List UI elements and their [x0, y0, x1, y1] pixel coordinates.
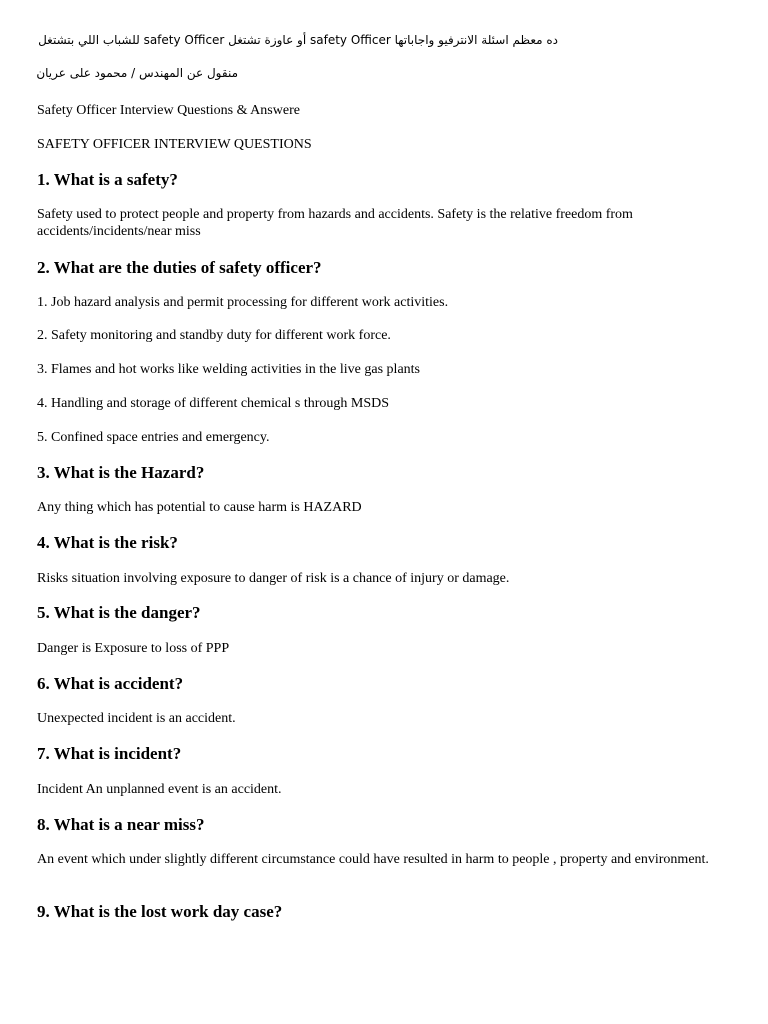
- duty-item: 2. Safety monitoring and standby duty for different work force.: [37, 328, 391, 343]
- duty-item: 5. Confined space entries and emergency.: [37, 430, 270, 445]
- question-heading: 4. What is the risk?: [37, 533, 178, 552]
- answer-paragraph: An event which under slightly different circumstance could have resulted in harm to people , property and environment.: [37, 852, 709, 867]
- answer-paragraph: Unexpected incident is an accident.: [37, 711, 236, 726]
- answer-paragraph: Incident An unplanned event is an accident.: [37, 782, 282, 797]
- question-heading: 2. What are the duties of safety officer?: [37, 258, 322, 277]
- question-heading: 9. What is the lost work day case?: [37, 902, 283, 921]
- question-heading: 1. What is a safety?: [37, 170, 178, 189]
- question-heading: 3. What is the Hazard?: [37, 463, 205, 482]
- arabic-credit-line: منقول عن المهندس / محمود على عريان: [36, 66, 238, 80]
- answer-paragraph: Danger is Exposure to loss of PPP: [37, 641, 230, 656]
- question-heading: 6. What is accident?: [37, 674, 184, 693]
- question-heading: 8. What is a near miss?: [37, 815, 205, 834]
- answer-paragraph: Safety used to protect people and property from hazards and accidents. Safety is the relative freedom from accidents/incidents/near miss: [37, 207, 633, 239]
- arabic-intro-line: ده معظم اسئلة الانترفيو واجاباتها safety Officer أو عاوزة تشتغل safety Officer للشباب اللي بتشتغل: [38, 33, 558, 47]
- duty-item: 1. Job hazard analysis and permit processing for different work activities.: [37, 295, 449, 310]
- duty-item: 3. Flames and hot works like welding activities in the live gas plants: [37, 362, 420, 377]
- document-subtitle: SAFETY OFFICER INTERVIEW QUESTIONS: [37, 137, 312, 152]
- question-heading: 5. What is the danger?: [37, 603, 201, 622]
- question-heading: 7. What is incident?: [37, 744, 182, 763]
- answer-paragraph: Any thing which has potential to cause harm is HAZARD: [37, 500, 362, 515]
- duty-item: 4. Handling and storage of different chemical s through MSDS: [37, 396, 390, 411]
- answer-paragraph: Risks situation involving exposure to danger of risk is a chance of injury or damage.: [37, 571, 510, 586]
- document-title: Safety Officer Interview Questions & Answere: [37, 103, 300, 118]
